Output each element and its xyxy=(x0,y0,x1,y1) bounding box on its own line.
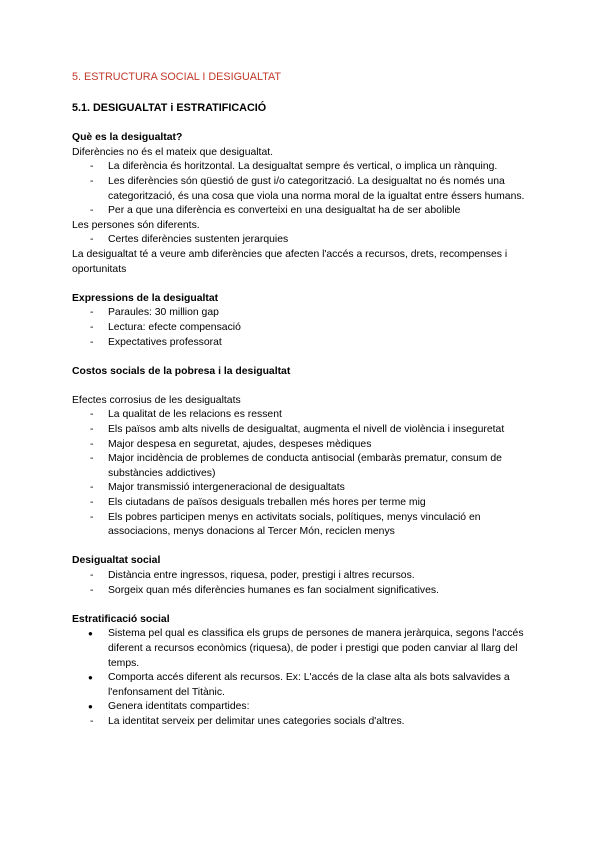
chapter-title: 5. ESTRUCTURA SOCIAL I DESIGUALTAT xyxy=(72,71,281,83)
heading-estratificacio-social: Estratificació social xyxy=(72,613,170,625)
paragraph: Diferències no és el mateix que desigualtat. xyxy=(72,146,273,158)
list-item: - Les diferències són qüestió de gust i/o categorització. La desigualtat no és només una categorització, és una cosa que viola una norma moral de la igualtat entre éssers humans. xyxy=(72,175,542,204)
list-item: - La identitat serveix per delimitar unes categories socials d'altres. xyxy=(72,715,542,730)
list-item: - Per a que una diferència es converteixi en una desigualtat ha de ser abolible xyxy=(72,204,542,219)
dash-list xyxy=(72,306,542,350)
section-title: 5.1. DESIGUALTAT i ESTRATIFICACIÓ xyxy=(72,101,267,114)
bullet-item: ● Sistema pel qual es classifica els grups de persones de manera jeràrquica, segons l'accés diferent a recursos econòmics (riquesa), de poder i prestigi que poden canviar al llarg del temps. xyxy=(72,627,542,671)
list-item: - Sorgeix quan més diferències humanes es fan socialment significatives. xyxy=(72,584,542,599)
heading-que-es-desigualtat: Què es la desigualtat? xyxy=(72,132,183,144)
heading-desigualtat-social: Desigualtat social xyxy=(72,555,161,567)
list-item: - Certes diferències sustenten jerarquies xyxy=(72,233,542,248)
dash-list xyxy=(72,160,542,218)
list-item: - Distància entre ingressos, riquesa, poder, prestigi i altres recursos. xyxy=(72,569,542,584)
list-item: - Expectatives professorat xyxy=(72,336,542,351)
list-item: - Major despesa en seguretat, ajudes, despeses mèdiques xyxy=(72,438,542,453)
heading-costos-socials: Costos socials de la pobresa i la desigualtat xyxy=(72,365,291,377)
paragraph: Les persones són diferents. xyxy=(72,219,200,231)
paragraph: La desigualtat té a veure amb diferències que afecten l'accés a recursos, drets, recompenses i oportunitats xyxy=(72,248,508,275)
bullet-item: ● Genera identitats compartides: xyxy=(72,700,542,715)
dash-list xyxy=(72,233,542,248)
list-item: - La diferència és horitzontal. La desigualtat sempre és vertical, o implica un rànquing. xyxy=(72,160,542,175)
heading-expressions: Expressions de la desigualtat xyxy=(72,292,219,304)
list-item: - La qualitat de les relacions es ressent xyxy=(72,408,542,423)
dash-list xyxy=(72,715,542,730)
list-item: - Major incidència de problemes de conducta antisocial (embaràs prematur, consum de substàncies addictives) xyxy=(72,452,542,481)
list-item: - Els pobres participen menys en activitats socials, polítiques, menys vinculació en associacions, menys donacions al Tercer Món, reciclen menys xyxy=(72,511,542,540)
dash-list xyxy=(72,569,542,598)
dash-list xyxy=(72,408,542,539)
paragraph: Efectes corrosius de les desigualtats xyxy=(72,394,241,406)
list-item: - Major transmissió intergeneracional de desigualtats xyxy=(72,481,542,496)
list-item: - Els ciutadans de països desiguals treballen més hores per terme mig xyxy=(72,496,542,511)
list-item: - Lectura: efecte compensació xyxy=(72,321,542,336)
bullet-item: ● Comporta accés diferent als recursos. Ex: L'accés de la clase alta als bots salvavides a l'enfonsament del Titànic. xyxy=(72,671,542,700)
document-page xyxy=(72,70,542,730)
list-item: - Paraules: 30 million gap xyxy=(72,306,542,321)
bullet-list xyxy=(72,627,542,715)
list-item: - Els països amb alts nivells de desigualtat, augmenta el nivell de violència i inseguretat xyxy=(72,423,542,438)
